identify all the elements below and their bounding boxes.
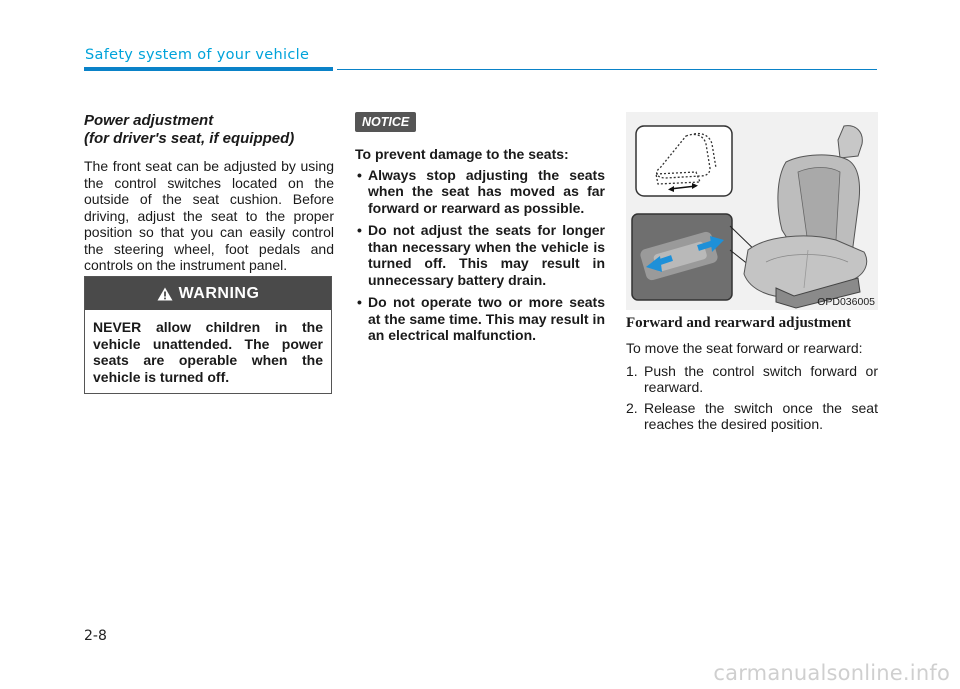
power-adjustment-heading: [84, 112, 334, 148]
list-item: • Always stop adjusting the seats when the seat has moved as far forward or rearward as possible.: [355, 167, 605, 217]
header-rule: [337, 69, 877, 70]
power-adjustment-body: The front seat can be adjusted by using the control switches located on the outside of the seat cushion. Before driving, adjust the seat to the proper position so that you can easily control the steering wheel, foot pedals and controls on the instrument panel.: [84, 158, 334, 273]
forward-rearward-heading: Forward and rearward adjustment: [626, 315, 852, 331]
warning-text: NEVER allow children in the vehicle unattended. The power seats are operable when the vehicle is turned off.: [93, 319, 323, 385]
list-item: [626, 363, 878, 396]
notice-section: [355, 112, 605, 350]
notice-intro: To prevent damage to the seats:: [355, 146, 569, 162]
figure-code: OPD036005: [817, 296, 875, 308]
list-item: [626, 400, 878, 433]
seat-illustration: [626, 112, 878, 310]
section-title: Safety system of your vehicle: [85, 47, 310, 63]
forward-rearward-section: [626, 112, 878, 437]
heading-line-2: (for driver's seat, if equipped): [84, 130, 295, 147]
step-text: Push the control switch forward or rearward.: [644, 362, 878, 395]
step-number: 1.: [626, 362, 638, 379]
power-adjustment-section: [84, 112, 334, 274]
step-text: Release the switch once the seat reaches the desired position.: [644, 399, 878, 432]
step-number: 2.: [626, 399, 638, 416]
warning-triangle-icon: [157, 287, 173, 301]
forward-rearward-intro: To move the seat forward or rearward:: [626, 340, 863, 356]
heading-line-1: Power adjustment: [84, 112, 214, 129]
warning-header: [85, 277, 331, 310]
warning-label: WARNING: [178, 284, 260, 302]
header-rule-accent: [84, 67, 333, 71]
notice-list: [355, 167, 605, 344]
watermark-link[interactable]: carmanualsonline.info: [713, 661, 950, 685]
notice-badge: NOTICE: [355, 112, 416, 132]
list-item: • Do not operate two or more seats at the same time. This may result in an electrical malfunction.: [355, 294, 605, 344]
steps-list: [626, 363, 878, 433]
seat-drawing: [626, 112, 878, 310]
page-number: 2-8: [84, 628, 107, 644]
list-item: • Do not adjust the seats for longer than necessary when the vehicle is turned off. This may result in unnecessary battery drain.: [355, 222, 605, 288]
warning-box: [84, 276, 332, 394]
